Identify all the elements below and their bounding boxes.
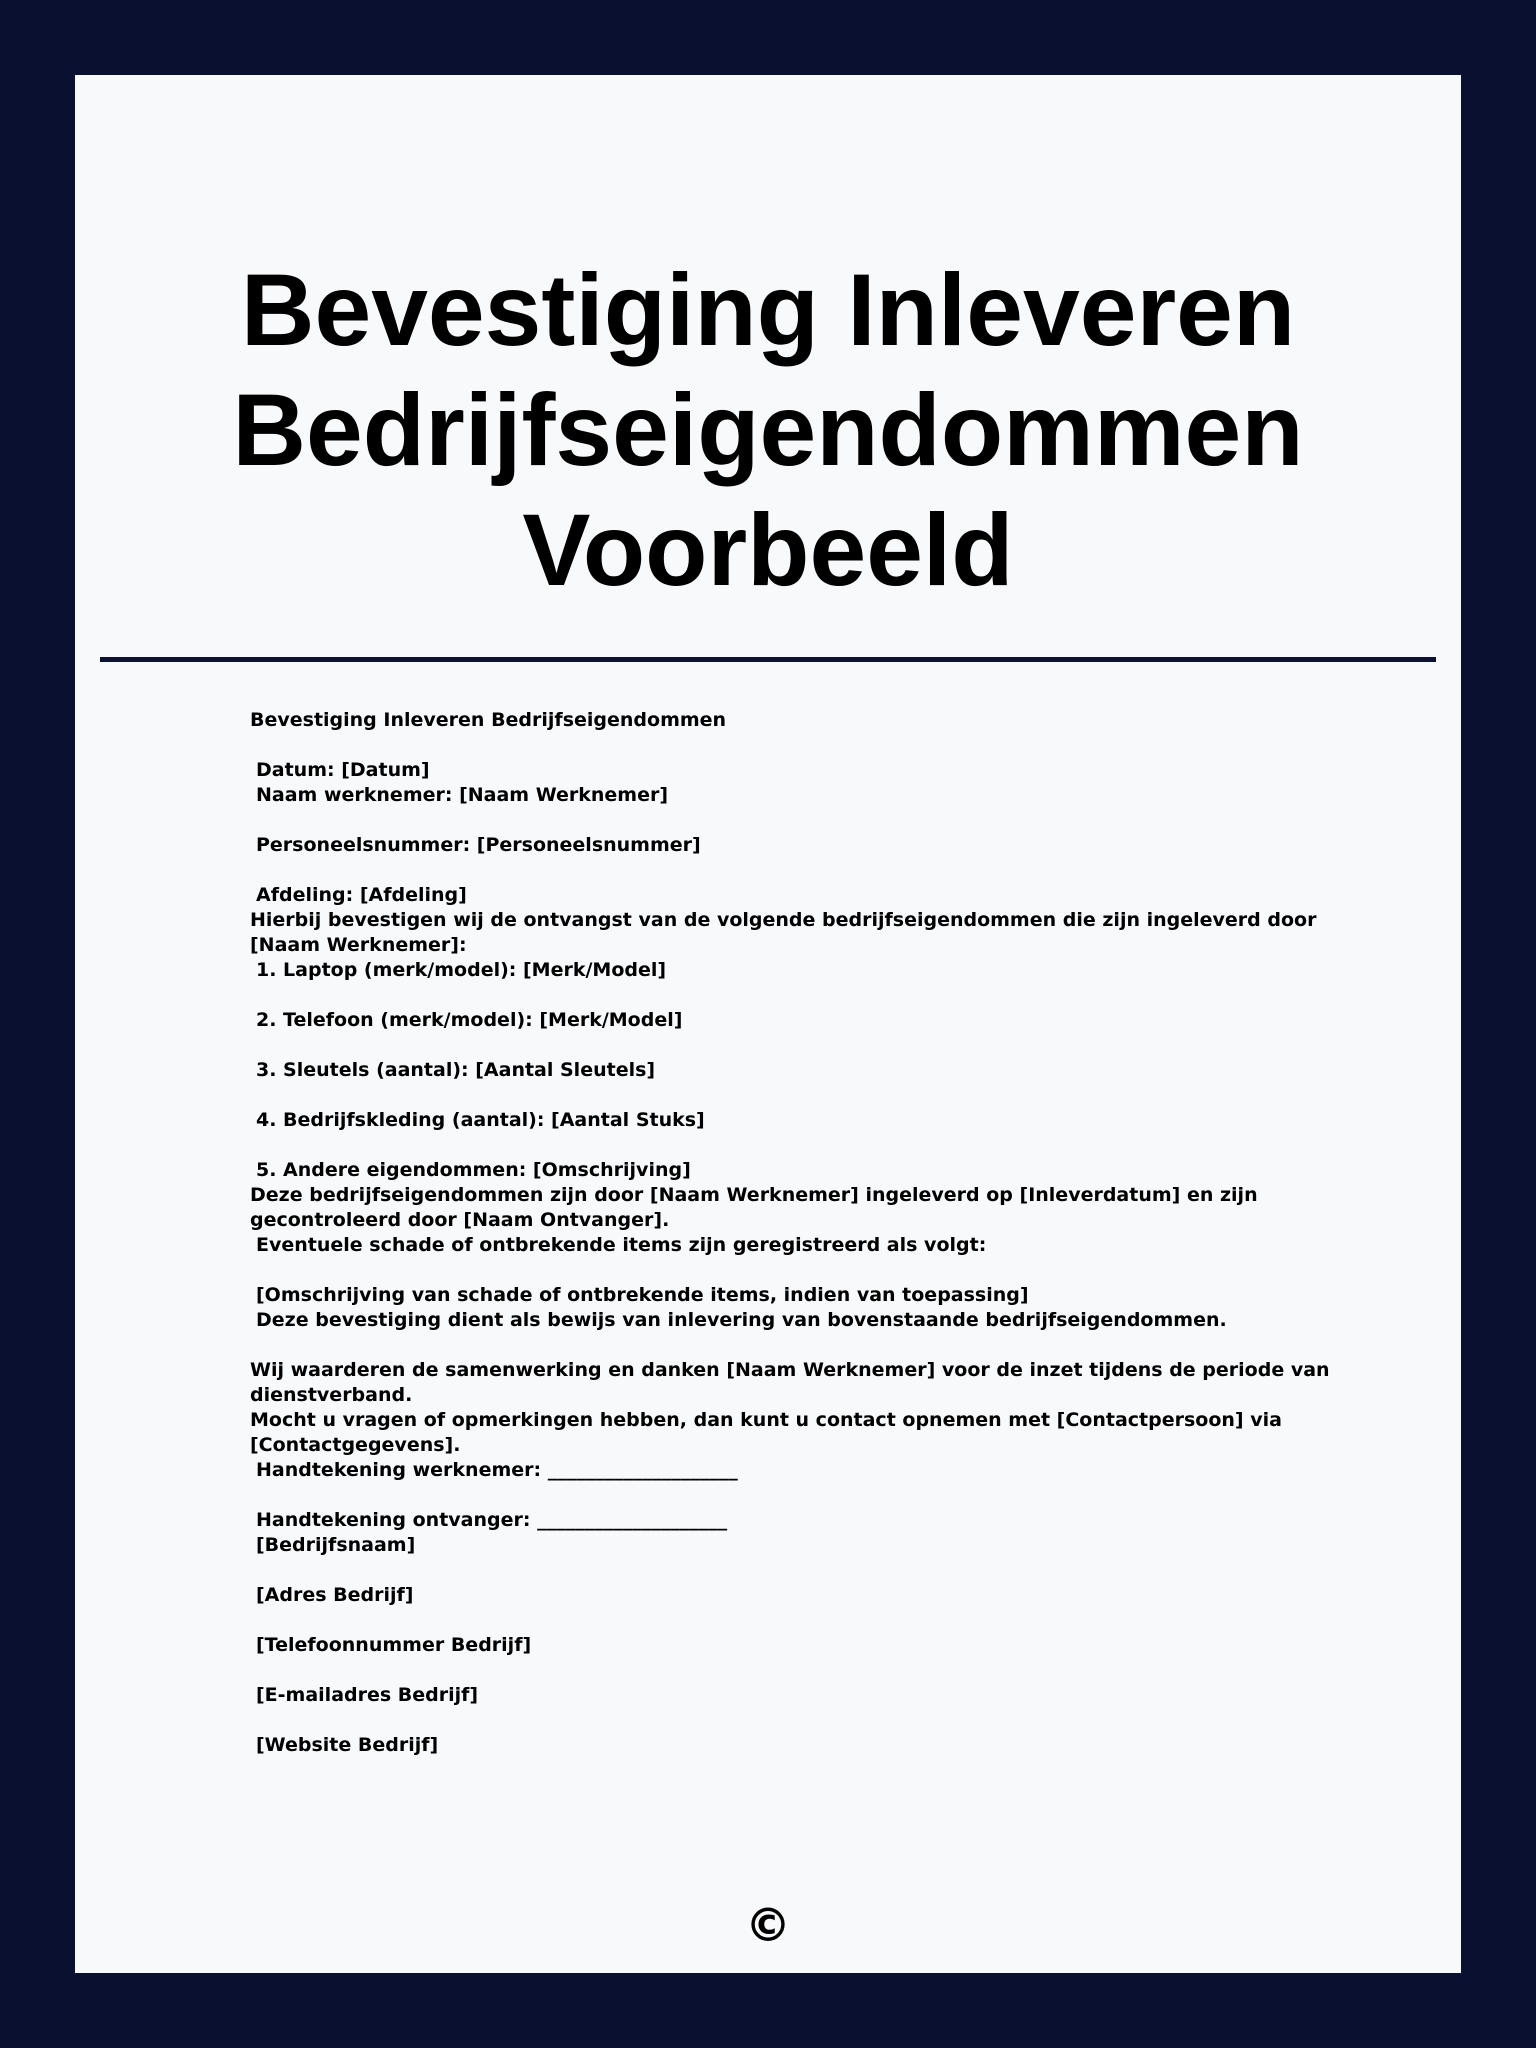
spacer xyxy=(250,858,1350,883)
title-divider xyxy=(100,657,1436,662)
list-item-telefoon: 2. Telefoon (merk/model): [Merk/Model] xyxy=(256,1009,683,1031)
title-line-3: Voorbeeld xyxy=(522,493,1014,607)
spacer xyxy=(250,733,1350,758)
company-email: [E-mailadres Bedrijf] xyxy=(256,1684,479,1706)
company-address: [Adres Bedrijf] xyxy=(256,1584,414,1606)
spacer xyxy=(250,1608,1350,1633)
employee-name-field: Naam werknemer: [Naam Werknemer] xyxy=(256,784,669,806)
spacer xyxy=(250,1333,1350,1358)
spacer xyxy=(250,983,1350,1008)
spacer xyxy=(250,1033,1350,1058)
title-line-2: Bedrijfseigendommen xyxy=(232,373,1304,487)
damage-intro: Eventuele schade of ontbrekende items zijn geregistreerd als volgt: xyxy=(256,1234,987,1256)
spacer xyxy=(250,808,1350,833)
list-item-andere: 5. Andere eigendommen: [Omschrijving] xyxy=(256,1159,691,1181)
list-item-sleutels: 3. Sleutels (aantal): [Aantal Sleutels] xyxy=(256,1059,656,1081)
employee-signature-line: Handtekening werknemer: ____________________ xyxy=(256,1459,738,1481)
list-item-bedrijfskleding: 4. Bedrijfskleding (aantal): [Aantal Stuks] xyxy=(256,1109,705,1131)
receiver-signature-line: Handtekening ontvanger: ____________________ xyxy=(256,1509,728,1531)
spacer xyxy=(250,1483,1350,1508)
title-line-1: Bevestiging Inleveren xyxy=(240,253,1296,367)
company-website: [Website Bedrijf] xyxy=(256,1734,439,1756)
document-page xyxy=(75,75,1461,1973)
spacer xyxy=(250,1558,1350,1583)
proof-statement: Deze bevestiging dient als bewijs van inlevering van bovenstaande bedrijfseigendommen. xyxy=(256,1309,1227,1331)
copyright-icon: © xyxy=(745,1898,791,1952)
spacer xyxy=(250,1083,1350,1108)
document-body xyxy=(250,708,1350,1758)
company-phone: [Telefoonnummer Bedrijf] xyxy=(256,1634,532,1656)
contact-paragraph: Mocht u vragen of opmerkingen hebben, dan kunt u contact opnemen met [Contactpersoon] via [Contactgegevens]. xyxy=(250,1409,1289,1456)
list-item-laptop: 1. Laptop (merk/model): [Merk/Model] xyxy=(256,959,667,981)
company-name: [Bedrijfsnaam] xyxy=(256,1534,416,1556)
spacer xyxy=(250,1658,1350,1683)
appreciation-paragraph: Wij waarderen de samenwerking en danken [Naam Werknemer] voor de inzet tijdens de periode van dienstverband. xyxy=(250,1359,1337,1406)
damage-description: [Omschrijving van schade of ontbrekende items, indien van toepassing] xyxy=(256,1284,1029,1306)
document-heading: Bevestiging Inleveren Bedrijfseigendommen xyxy=(250,709,727,731)
intro-paragraph: Hierbij bevestigen wij de ontvangst van de volgende bedrijfseigendommen die zijn ingeleverd door [Naam Werknemer]: xyxy=(250,909,1324,956)
department-field: Afdeling: [Afdeling] xyxy=(256,884,467,906)
date-field: Datum: [Datum] xyxy=(256,759,430,781)
inspection-paragraph: Deze bedrijfseigendommen zijn door [Naam Werknemer] ingeleverd op [Inleverdatum] en zijn gecontroleerd door [Naam Ontvanger]. xyxy=(250,1184,1265,1231)
spacer xyxy=(250,1708,1350,1733)
personnel-number-field: Personeelsnummer: [Personeelsnummer] xyxy=(256,834,701,856)
page-title xyxy=(75,250,1461,610)
spacer xyxy=(250,1133,1350,1158)
spacer xyxy=(250,1258,1350,1283)
